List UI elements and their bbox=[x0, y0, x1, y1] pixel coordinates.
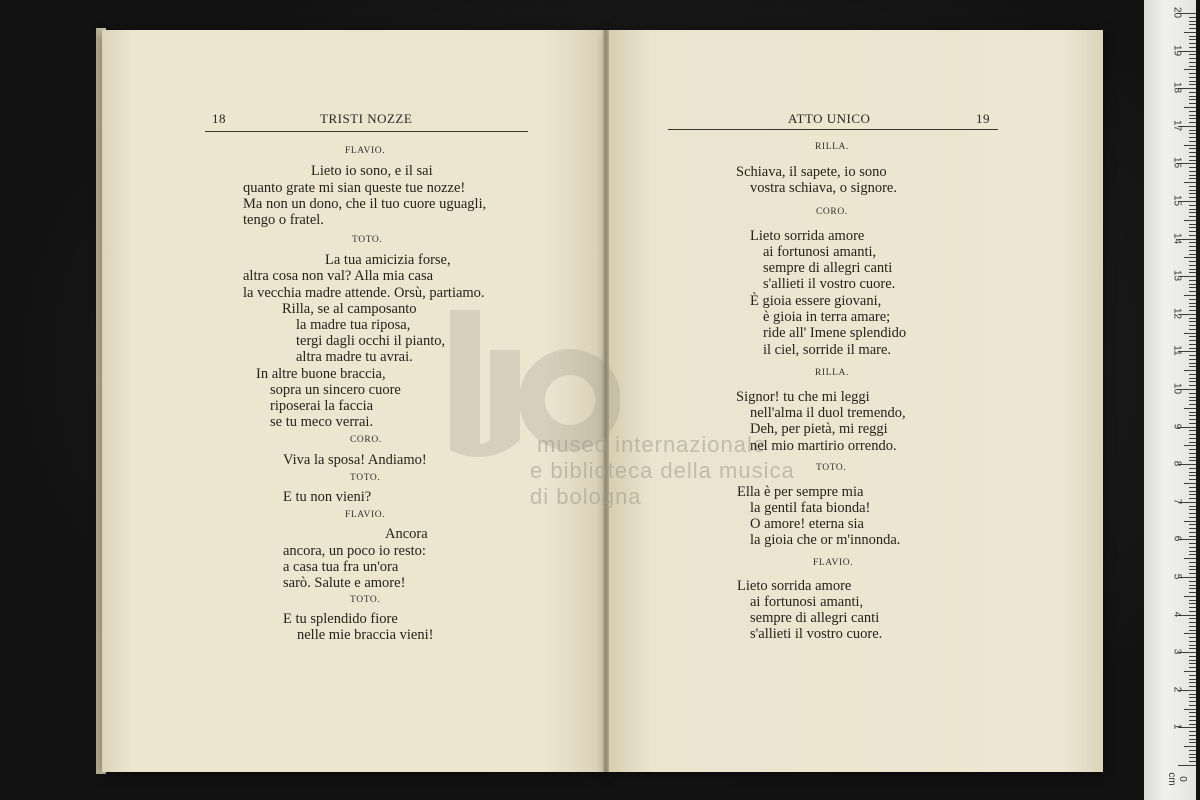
ruler-tick bbox=[1189, 679, 1196, 680]
ruler-tick bbox=[1189, 205, 1196, 206]
ruler-tick bbox=[1189, 434, 1196, 435]
verse-line: ai fortunosi amanti, bbox=[750, 594, 864, 610]
ruler-tick bbox=[1189, 156, 1196, 157]
speaker-label: RILLA. bbox=[815, 142, 849, 152]
ruler-tick bbox=[1189, 701, 1196, 702]
watermark-line-1: museo internazionale bbox=[537, 432, 767, 457]
ruler-tick bbox=[1189, 400, 1196, 401]
ruler-number: 11 bbox=[1171, 345, 1183, 357]
ruler-tick bbox=[1189, 385, 1196, 386]
ruler-tick bbox=[1189, 17, 1196, 18]
ruler-tick bbox=[1184, 69, 1196, 70]
ruler-tick bbox=[1189, 543, 1196, 544]
ruler-tick bbox=[1189, 438, 1196, 439]
ruler-tick bbox=[1189, 81, 1196, 82]
verse-line: sempre di allegri canti bbox=[750, 610, 880, 626]
ruler-number: 4 bbox=[1171, 611, 1183, 617]
verse-line: altra madre tu avrai. bbox=[296, 349, 413, 365]
ruler-tick bbox=[1189, 43, 1196, 44]
ruler-tick bbox=[1189, 284, 1196, 285]
watermark-line-3: di bologna bbox=[530, 484, 642, 509]
ruler-tick bbox=[1189, 423, 1196, 424]
ruler-tick bbox=[1189, 24, 1196, 25]
ruler-tick bbox=[1189, 757, 1196, 758]
ruler-tick bbox=[1189, 554, 1196, 555]
ruler-tick bbox=[1189, 513, 1196, 514]
verse-line: Lieto sorrida amore bbox=[737, 578, 852, 594]
ruler-tick bbox=[1189, 457, 1196, 458]
verse-line: vostra schiava, o signore. bbox=[750, 180, 897, 196]
verse-line: Ella è per sempre mia bbox=[737, 484, 864, 500]
ruler-tick bbox=[1189, 630, 1196, 631]
ruler-tick bbox=[1178, 765, 1196, 766]
verse-line: sarò. Salute e amore! bbox=[283, 575, 406, 591]
ruler-tick bbox=[1184, 596, 1196, 597]
verse-line: Ancora bbox=[385, 526, 428, 542]
ruler-tick bbox=[1189, 378, 1196, 379]
ruler-tick bbox=[1189, 475, 1196, 476]
verse-line: la madre tua riposa, bbox=[296, 317, 411, 333]
ruler-tick bbox=[1189, 36, 1196, 37]
ruler-number: 9 bbox=[1171, 423, 1183, 429]
ruler-number: 2 bbox=[1171, 686, 1183, 693]
ruler-tick bbox=[1189, 618, 1196, 619]
ruler-tick bbox=[1189, 122, 1196, 123]
verse-line: se tu meco verrai. bbox=[270, 414, 374, 430]
verse-line: nelle mie braccia vieni! bbox=[297, 627, 434, 643]
ruler-tick bbox=[1189, 581, 1196, 582]
ruler-number: 8 bbox=[1171, 460, 1183, 467]
ruler-tick bbox=[1189, 216, 1196, 217]
ruler-tick bbox=[1189, 197, 1196, 198]
ruler-tick bbox=[1189, 148, 1196, 149]
ruler-tick bbox=[1189, 340, 1196, 341]
verse-line: E tu non vieni? bbox=[283, 489, 372, 505]
ruler-number: 18 bbox=[1171, 82, 1183, 94]
ruler-tick bbox=[1189, 697, 1196, 698]
speaker-label: TOTO. bbox=[352, 235, 383, 245]
ruler-tick bbox=[1189, 306, 1196, 307]
ruler-tick bbox=[1189, 291, 1196, 292]
ruler-tick bbox=[1189, 404, 1196, 405]
ruler-tick bbox=[1189, 118, 1196, 119]
ruler-tick bbox=[1184, 408, 1196, 409]
ruler-tick bbox=[1189, 761, 1196, 762]
ruler-tick bbox=[1189, 261, 1196, 262]
ruler-tick bbox=[1189, 393, 1196, 394]
ruler-tick bbox=[1189, 607, 1196, 608]
ruler-tick bbox=[1189, 487, 1196, 488]
speaker-label: FLAVIO. bbox=[813, 558, 854, 568]
ruler-tick bbox=[1189, 21, 1196, 22]
ruler-tick bbox=[1189, 318, 1196, 319]
ruler-tick bbox=[1189, 712, 1196, 713]
ruler-tick bbox=[1184, 257, 1196, 258]
ruler-tick bbox=[1189, 479, 1196, 480]
ruler-tick bbox=[1184, 295, 1196, 296]
verse-line: La tua amicizia forse, bbox=[325, 252, 451, 268]
ruler-tick bbox=[1189, 130, 1196, 131]
verse-line: a casa tua fra un'ora bbox=[283, 559, 399, 575]
ruler-tick bbox=[1189, 472, 1196, 473]
left-head-rule bbox=[205, 131, 528, 132]
ruler-number: 19 bbox=[1171, 44, 1183, 56]
ruler-tick bbox=[1184, 483, 1196, 484]
left-running-head: TRISTI NOZZE bbox=[320, 111, 413, 126]
ruler-tick bbox=[1189, 186, 1196, 187]
ruler-tick bbox=[1189, 686, 1196, 687]
ruler-tick bbox=[1189, 348, 1196, 349]
right-page-number: 19 bbox=[976, 111, 990, 126]
watermark-line-2: e biblioteca della musica bbox=[530, 458, 795, 483]
ruler-tick bbox=[1189, 175, 1196, 176]
ruler-number: 1 bbox=[1171, 724, 1183, 730]
ruler-tick bbox=[1189, 663, 1196, 664]
ruler-tick bbox=[1189, 137, 1196, 138]
ruler-tick bbox=[1184, 333, 1196, 334]
ruler-number: 5 bbox=[1171, 573, 1183, 580]
ruler-tick bbox=[1189, 246, 1196, 247]
ruler-tick bbox=[1189, 656, 1196, 657]
ruler-tick bbox=[1189, 287, 1196, 288]
verse-line: Lieto sorrida amore bbox=[750, 228, 865, 244]
ruler-tick bbox=[1189, 190, 1196, 191]
verse-line: s'allieti il vostro cuore. bbox=[750, 626, 883, 642]
ruler-tick bbox=[1189, 58, 1196, 59]
ruler-tick bbox=[1189, 739, 1196, 740]
ruler-tick bbox=[1189, 494, 1196, 495]
ruler-tick bbox=[1189, 366, 1196, 367]
ruler-tick bbox=[1189, 532, 1196, 533]
ruler-tick bbox=[1189, 280, 1196, 281]
ruler-tick bbox=[1189, 506, 1196, 507]
ruler-number: 7 bbox=[1171, 498, 1183, 505]
ruler-tick bbox=[1189, 242, 1196, 243]
ruler-tick bbox=[1189, 750, 1196, 751]
ruler-tick bbox=[1189, 622, 1196, 623]
ruler-tick bbox=[1189, 592, 1196, 593]
ruler-tick bbox=[1189, 62, 1196, 63]
ruler-tick bbox=[1189, 374, 1196, 375]
ruler-tick bbox=[1189, 167, 1196, 168]
ruler-tick bbox=[1189, 648, 1196, 649]
ruler-number: 10 bbox=[1171, 382, 1183, 395]
ruler-tick bbox=[1189, 536, 1196, 537]
ruler-tick bbox=[1189, 569, 1196, 570]
ruler-tick bbox=[1184, 558, 1196, 559]
ruler-tick bbox=[1189, 660, 1196, 661]
ruler-tick bbox=[1189, 359, 1196, 360]
ruler-number: 6 bbox=[1171, 536, 1183, 542]
ruler-tick bbox=[1189, 724, 1196, 725]
ruler-tick bbox=[1189, 363, 1196, 364]
ruler-tick bbox=[1189, 84, 1196, 85]
ruler-tick bbox=[1189, 562, 1196, 563]
ruler-tick bbox=[1189, 682, 1196, 683]
verse-line: In altre buone braccia, bbox=[256, 366, 386, 382]
ruler-tick bbox=[1189, 265, 1196, 266]
ruler-tick bbox=[1184, 145, 1196, 146]
ruler-tick bbox=[1189, 231, 1196, 232]
ruler-unit-label: 0 cm bbox=[1166, 772, 1188, 786]
verse-line: la vecchia madre attende. Orsù, partiamo. bbox=[243, 285, 485, 301]
speaker-label: TOTO. bbox=[350, 595, 381, 605]
ruler-tick bbox=[1189, 111, 1196, 112]
verse-line: la gioia che or m'innonda. bbox=[750, 532, 901, 548]
ruler-tick bbox=[1189, 115, 1196, 116]
verse-line: E tu splendido fiore bbox=[283, 611, 398, 627]
verse-line: altra cosa non val? Alla mia casa bbox=[243, 268, 434, 284]
verse-line: ai fortunosi amanti, bbox=[763, 244, 877, 260]
verse-line: sempre di allegri canti bbox=[763, 260, 893, 276]
ruler-tick bbox=[1184, 370, 1196, 371]
measuring-ruler bbox=[1144, 0, 1196, 800]
verse-line: tergi dagli occhi il pianto, bbox=[296, 333, 446, 349]
ruler-tick bbox=[1189, 675, 1196, 676]
verse-line: è gioia in terra amare; bbox=[763, 309, 891, 325]
verse-line: nell'alma il duol tremendo, bbox=[750, 405, 906, 421]
verse-line: È gioia essere giovani, bbox=[750, 293, 882, 309]
ruler-tick bbox=[1189, 329, 1196, 330]
ruler-tick bbox=[1184, 32, 1196, 33]
ruler-number: 20 bbox=[1171, 6, 1183, 19]
ruler-tick bbox=[1189, 212, 1196, 213]
ruler-tick bbox=[1189, 528, 1196, 529]
verse-line: Signor! tu che mi leggi bbox=[736, 389, 870, 405]
ruler-tick bbox=[1189, 551, 1196, 552]
verse-line: Deh, per pietà, mi reggi bbox=[750, 421, 888, 437]
left-page-number: 18 bbox=[212, 111, 226, 126]
ruler-number: 15 bbox=[1171, 194, 1183, 207]
ruler-tick bbox=[1189, 547, 1196, 548]
ruler-tick bbox=[1184, 633, 1196, 634]
ruler-tick bbox=[1189, 73, 1196, 74]
ruler-tick bbox=[1189, 588, 1196, 589]
ruler-number: 17 bbox=[1171, 119, 1183, 131]
ruler-tick bbox=[1189, 141, 1196, 142]
verse-line: Viva la sposa! Andiamo! bbox=[283, 452, 427, 468]
speaker-label: FLAVIO. bbox=[345, 510, 386, 520]
ruler-tick bbox=[1189, 397, 1196, 398]
verse-line: O amore! eterna sia bbox=[750, 516, 864, 532]
ruler-tick bbox=[1189, 178, 1196, 179]
ruler-tick bbox=[1184, 746, 1196, 747]
ruler-tick bbox=[1189, 269, 1196, 270]
ruler-tick bbox=[1189, 160, 1196, 161]
ruler-tick bbox=[1189, 600, 1196, 601]
ruler-tick bbox=[1189, 92, 1196, 93]
ruler-tick bbox=[1189, 705, 1196, 706]
ruler-tick bbox=[1189, 694, 1196, 695]
ruler-tick bbox=[1189, 381, 1196, 382]
ruler-tick bbox=[1189, 517, 1196, 518]
speaker-label: CORO. bbox=[816, 207, 848, 217]
speaker-label: FLAVIO. bbox=[345, 146, 386, 156]
ruler-tick bbox=[1184, 445, 1196, 446]
ruler-tick bbox=[1189, 227, 1196, 228]
ruler-tick bbox=[1189, 430, 1196, 431]
ruler-tick bbox=[1189, 735, 1196, 736]
ruler-tick bbox=[1189, 449, 1196, 450]
ruler-tick bbox=[1189, 566, 1196, 567]
speaker-label: RILLA. bbox=[815, 368, 849, 378]
verse-line: ride all' Imene splendido bbox=[763, 325, 907, 341]
speaker-label: TOTO. bbox=[816, 463, 847, 473]
verse-line: Schiava, il sapete, io sono bbox=[736, 164, 887, 180]
ruler-tick bbox=[1189, 641, 1196, 642]
ruler-tick bbox=[1189, 299, 1196, 300]
ruler-tick bbox=[1189, 603, 1196, 604]
verse-line: nel mio martirio orrendo. bbox=[750, 438, 897, 454]
ruler-tick bbox=[1189, 235, 1196, 236]
verse-line: Rilla, se al camposanto bbox=[282, 301, 417, 317]
ruler-tick bbox=[1189, 524, 1196, 525]
ruler-tick bbox=[1189, 66, 1196, 67]
ruler-tick bbox=[1189, 171, 1196, 172]
verse-line: Ma non un dono, che il tuo cuore uguagli, bbox=[243, 196, 487, 212]
ruler-tick bbox=[1189, 442, 1196, 443]
ruler-tick bbox=[1189, 39, 1196, 40]
ruler-tick bbox=[1189, 637, 1196, 638]
ruler-tick bbox=[1189, 193, 1196, 194]
ruler-tick bbox=[1189, 585, 1196, 586]
ruler-tick bbox=[1189, 28, 1196, 29]
ruler-tick bbox=[1189, 325, 1196, 326]
ruler-tick bbox=[1189, 344, 1196, 345]
ruler-tick bbox=[1189, 419, 1196, 420]
ruler-tick bbox=[1184, 182, 1196, 183]
ruler-tick bbox=[1189, 272, 1196, 273]
ruler-number: 3 bbox=[1171, 648, 1183, 655]
ruler-tick bbox=[1189, 754, 1196, 755]
ruler-tick bbox=[1189, 742, 1196, 743]
ruler-number: 12 bbox=[1171, 307, 1183, 319]
ruler-number: 14 bbox=[1171, 232, 1183, 244]
ruler-tick bbox=[1189, 77, 1196, 78]
verse-line: ancora, un poco io resto: bbox=[283, 543, 426, 559]
ruler-tick bbox=[1189, 667, 1196, 668]
ruler-tick bbox=[1189, 355, 1196, 356]
ruler-tick bbox=[1189, 720, 1196, 721]
ruler-tick bbox=[1184, 521, 1196, 522]
right-running-head: ATTO UNICO bbox=[788, 111, 871, 126]
verse-line: s'allieti il vostro cuore. bbox=[763, 276, 896, 292]
ruler-tick bbox=[1189, 415, 1196, 416]
ruler-tick bbox=[1189, 460, 1196, 461]
verse-line: quanto grate mi sian queste tue nozze! bbox=[243, 180, 466, 196]
speaker-label: TOTO. bbox=[350, 473, 381, 483]
ruler-tick bbox=[1189, 209, 1196, 210]
verse-line: Lieto io sono, e il sai bbox=[311, 163, 433, 179]
ruler-tick bbox=[1189, 99, 1196, 100]
ruler-tick bbox=[1189, 611, 1196, 612]
ruler-number: 16 bbox=[1171, 157, 1183, 169]
ruler-tick bbox=[1189, 453, 1196, 454]
ruler-tick bbox=[1189, 224, 1196, 225]
verse-line: tengo o fratel. bbox=[243, 212, 324, 228]
ruler-tick bbox=[1189, 54, 1196, 55]
ruler-tick bbox=[1189, 626, 1196, 627]
verse-line: il ciel, sorride il mare. bbox=[763, 342, 892, 358]
ruler-tick bbox=[1189, 321, 1196, 322]
ruler-tick bbox=[1189, 491, 1196, 492]
verse-line: la gentil fata bionda! bbox=[750, 500, 871, 516]
ruler-tick bbox=[1189, 468, 1196, 469]
ruler-tick bbox=[1189, 731, 1196, 732]
ruler-tick bbox=[1189, 303, 1196, 304]
ruler-tick bbox=[1189, 310, 1196, 311]
ruler-tick bbox=[1189, 509, 1196, 510]
speaker-label: CORO. bbox=[350, 435, 382, 445]
ruler-tick bbox=[1189, 573, 1196, 574]
ruler-tick bbox=[1189, 498, 1196, 499]
ruler-tick bbox=[1189, 103, 1196, 104]
ruler-tick bbox=[1189, 133, 1196, 134]
ruler-tick bbox=[1184, 220, 1196, 221]
ruler-tick bbox=[1184, 709, 1196, 710]
ruler-tick bbox=[1189, 250, 1196, 251]
ruler-number: 13 bbox=[1171, 270, 1183, 282]
verse-line: sopra un sincero cuore bbox=[270, 382, 401, 398]
ruler-tick bbox=[1189, 716, 1196, 717]
ruler-tick bbox=[1189, 152, 1196, 153]
ruler-tick bbox=[1184, 107, 1196, 108]
ruler-tick bbox=[1184, 671, 1196, 672]
ruler-tick bbox=[1189, 645, 1196, 646]
ruler-tick bbox=[1189, 96, 1196, 97]
verse-line: riposerai la faccia bbox=[270, 398, 374, 414]
ruler-tick bbox=[1189, 412, 1196, 413]
ruler-tick bbox=[1189, 254, 1196, 255]
ruler-tick bbox=[1189, 47, 1196, 48]
right-head-rule bbox=[668, 129, 998, 130]
ruler-tick bbox=[1189, 336, 1196, 337]
